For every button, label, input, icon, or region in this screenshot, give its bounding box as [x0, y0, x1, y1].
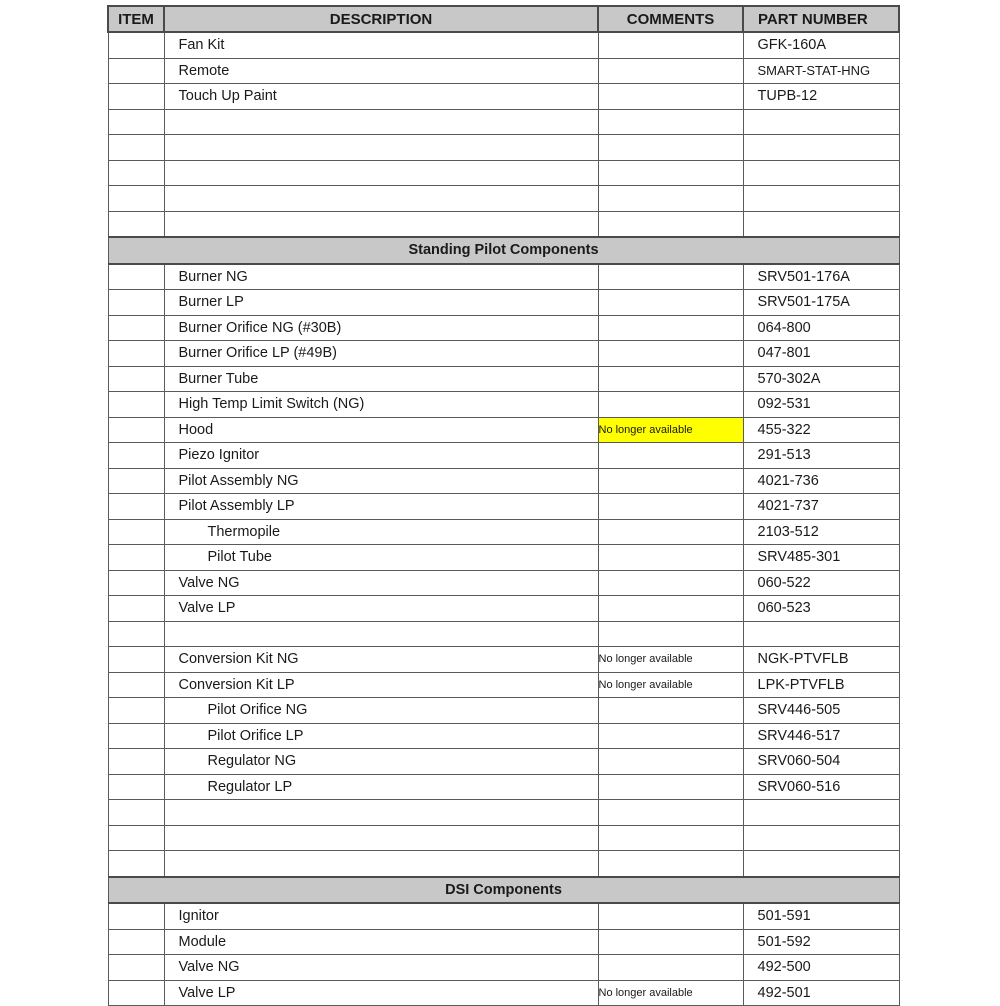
item-cell — [108, 672, 164, 698]
item-cell — [108, 443, 164, 469]
description-cell: Regulator LP — [164, 774, 598, 800]
item-cell — [108, 929, 164, 955]
item-cell — [108, 160, 164, 186]
part-number-cell: 047-801 — [743, 341, 899, 367]
table-row — [108, 341, 899, 367]
item-cell — [108, 698, 164, 724]
table-row — [108, 443, 899, 469]
part-number-cell: 492-500 — [743, 955, 899, 981]
comment-cell — [598, 109, 743, 135]
description-cell: Piezo Ignitor — [164, 443, 598, 469]
comment-cell — [598, 366, 743, 392]
part-number-cell: SRV485-301 — [743, 545, 899, 571]
part-number-cell: TUPB-12 — [743, 84, 899, 110]
table-row — [108, 980, 899, 1006]
section-header-row — [108, 877, 899, 904]
description-cell: Pilot Orifice LP — [164, 723, 598, 749]
description-cell — [164, 621, 598, 647]
comment-cell — [598, 723, 743, 749]
item-cell — [108, 723, 164, 749]
description-cell — [164, 186, 598, 212]
table-row — [108, 825, 899, 851]
part-number-cell: SRV446-505 — [743, 698, 899, 724]
comment-cell — [598, 929, 743, 955]
description-cell: Ignitor — [164, 903, 598, 929]
description-cell: Valve LP — [164, 596, 598, 622]
table-row — [108, 851, 899, 877]
description-cell: Pilot Assembly LP — [164, 494, 598, 520]
table-row — [108, 468, 899, 494]
item-cell — [108, 109, 164, 135]
item-cell — [108, 851, 164, 877]
table-row — [108, 135, 899, 161]
part-number-cell: SRV060-516 — [743, 774, 899, 800]
part-number-cell — [743, 109, 899, 135]
column-header-comments: COMMENTS — [598, 6, 743, 32]
part-number-cell: 092-531 — [743, 392, 899, 418]
comment-cell — [598, 774, 743, 800]
part-number-cell: 291-513 — [743, 443, 899, 469]
table-row — [108, 698, 899, 724]
part-number-cell: SRV446-517 — [743, 723, 899, 749]
comment-cell — [598, 186, 743, 212]
table-row — [108, 596, 899, 622]
item-cell — [108, 392, 164, 418]
item-cell — [108, 800, 164, 826]
part-number-cell: GFK-160A — [743, 32, 899, 58]
column-header-part-number: PART NUMBER — [743, 6, 899, 32]
description-cell: Burner Orifice NG (#30B) — [164, 315, 598, 341]
table-row — [108, 315, 899, 341]
table-row — [108, 545, 899, 571]
status-comment-cell: No longer available — [598, 980, 743, 1006]
table-row — [108, 749, 899, 775]
part-number-cell: 570-302A — [743, 366, 899, 392]
description-cell — [164, 135, 598, 161]
part-number-cell — [743, 825, 899, 851]
table-row — [108, 417, 899, 443]
description-cell: Regulator NG — [164, 749, 598, 775]
table-row — [108, 264, 899, 290]
part-number-cell: SRV060-504 — [743, 749, 899, 775]
comment-cell — [598, 290, 743, 316]
status-comment-cell: No longer available — [598, 672, 743, 698]
table-row — [108, 723, 899, 749]
table-row — [108, 84, 899, 110]
item-cell — [108, 494, 164, 520]
comment-cell — [598, 519, 743, 545]
table-row — [108, 647, 899, 673]
table-row — [108, 392, 899, 418]
column-header-description: DESCRIPTION — [164, 6, 598, 32]
table-row — [108, 494, 899, 520]
table-row — [108, 955, 899, 981]
part-number-cell — [743, 211, 899, 237]
table-row — [108, 109, 899, 135]
section-header-row — [108, 237, 899, 264]
item-cell — [108, 825, 164, 851]
description-cell — [164, 160, 598, 186]
item-cell — [108, 903, 164, 929]
table-row — [108, 774, 899, 800]
item-cell — [108, 621, 164, 647]
comment-cell — [598, 32, 743, 58]
item-cell — [108, 647, 164, 673]
item-cell — [108, 596, 164, 622]
column-header-item: ITEM — [108, 6, 164, 32]
comment-cell — [598, 494, 743, 520]
part-number-cell — [743, 621, 899, 647]
table-row — [108, 290, 899, 316]
parts-table — [107, 5, 900, 1006]
table-row — [108, 366, 899, 392]
comment-cell — [598, 211, 743, 237]
comment-cell — [598, 545, 743, 571]
description-cell: Burner Tube — [164, 366, 598, 392]
description-cell: Remote — [164, 58, 598, 84]
comment-cell — [598, 468, 743, 494]
part-number-cell: LPK-PTVFLB — [743, 672, 899, 698]
item-cell — [108, 468, 164, 494]
table-row — [108, 570, 899, 596]
item-cell — [108, 290, 164, 316]
comment-cell — [598, 800, 743, 826]
table-row — [108, 186, 899, 212]
table-row — [108, 621, 899, 647]
description-cell — [164, 800, 598, 826]
comment-cell — [598, 315, 743, 341]
comment-cell — [598, 84, 743, 110]
section-title: Standing Pilot Components — [108, 237, 899, 264]
item-cell — [108, 264, 164, 290]
description-cell: Burner LP — [164, 290, 598, 316]
item-cell — [108, 545, 164, 571]
comment-cell — [598, 160, 743, 186]
part-number-cell: 060-522 — [743, 570, 899, 596]
part-number-cell: 064-800 — [743, 315, 899, 341]
comment-cell — [598, 443, 743, 469]
item-cell — [108, 749, 164, 775]
comment-cell — [598, 135, 743, 161]
description-cell: Pilot Tube — [164, 545, 598, 571]
item-cell — [108, 417, 164, 443]
status-comment-cell: No longer available — [598, 417, 743, 443]
description-cell: Pilot Orifice NG — [164, 698, 598, 724]
part-number-cell: 501-592 — [743, 929, 899, 955]
description-cell: Touch Up Paint — [164, 84, 598, 110]
comment-cell — [598, 392, 743, 418]
comment-cell — [598, 264, 743, 290]
part-number-cell — [743, 851, 899, 877]
description-cell: Conversion Kit LP — [164, 672, 598, 698]
parts-table-body — [108, 32, 899, 1006]
part-number-cell: NGK-PTVFLB — [743, 647, 899, 673]
description-cell — [164, 851, 598, 877]
description-cell — [164, 825, 598, 851]
item-cell — [108, 519, 164, 545]
item-cell — [108, 955, 164, 981]
comment-cell — [598, 698, 743, 724]
part-number-cell: 2103-512 — [743, 519, 899, 545]
comment-cell — [598, 851, 743, 877]
comment-cell — [598, 596, 743, 622]
part-number-cell — [743, 160, 899, 186]
description-cell: Valve NG — [164, 570, 598, 596]
description-cell: Fan Kit — [164, 32, 598, 58]
item-cell — [108, 315, 164, 341]
table-row — [108, 672, 899, 698]
description-cell: High Temp Limit Switch (NG) — [164, 392, 598, 418]
part-number-cell: 4021-737 — [743, 494, 899, 520]
description-cell: Hood — [164, 417, 598, 443]
table-row — [108, 800, 899, 826]
description-cell: Valve LP — [164, 980, 598, 1006]
part-number-cell: SMART-STAT-HNG — [743, 58, 899, 84]
part-number-cell — [743, 800, 899, 826]
status-comment-cell: No longer available — [598, 647, 743, 673]
table-row — [108, 211, 899, 237]
comment-cell — [598, 570, 743, 596]
description-cell: Burner Orifice LP (#49B) — [164, 341, 598, 367]
description-cell: Conversion Kit NG — [164, 647, 598, 673]
part-number-cell — [743, 186, 899, 212]
item-cell — [108, 211, 164, 237]
comment-cell — [598, 621, 743, 647]
table-row — [108, 519, 899, 545]
item-cell — [108, 366, 164, 392]
description-cell: Module — [164, 929, 598, 955]
item-cell — [108, 32, 164, 58]
item-cell — [108, 186, 164, 212]
part-number-cell: SRV501-175A — [743, 290, 899, 316]
description-cell: Pilot Assembly NG — [164, 468, 598, 494]
comment-cell — [598, 341, 743, 367]
item-cell — [108, 135, 164, 161]
description-cell — [164, 211, 598, 237]
part-number-cell — [743, 135, 899, 161]
item-cell — [108, 774, 164, 800]
table-row — [108, 160, 899, 186]
table-row — [108, 929, 899, 955]
description-cell — [164, 109, 598, 135]
part-number-cell: 060-523 — [743, 596, 899, 622]
part-number-cell: SRV501-176A — [743, 264, 899, 290]
table-row — [108, 32, 899, 58]
description-cell: Burner NG — [164, 264, 598, 290]
item-cell — [108, 341, 164, 367]
comment-cell — [598, 825, 743, 851]
header-row — [108, 6, 899, 32]
item-cell — [108, 58, 164, 84]
section-title: DSI Components — [108, 877, 899, 904]
comment-cell — [598, 955, 743, 981]
comment-cell — [598, 58, 743, 84]
item-cell — [108, 570, 164, 596]
item-cell — [108, 84, 164, 110]
part-number-cell: 4021-736 — [743, 468, 899, 494]
description-cell: Thermopile — [164, 519, 598, 545]
table-row — [108, 58, 899, 84]
item-cell — [108, 980, 164, 1006]
table-row — [108, 903, 899, 929]
part-number-cell: 455-322 — [743, 417, 899, 443]
comment-cell — [598, 903, 743, 929]
comment-cell — [598, 749, 743, 775]
part-number-cell: 492-501 — [743, 980, 899, 1006]
description-cell: Valve NG — [164, 955, 598, 981]
part-number-cell: 501-591 — [743, 903, 899, 929]
